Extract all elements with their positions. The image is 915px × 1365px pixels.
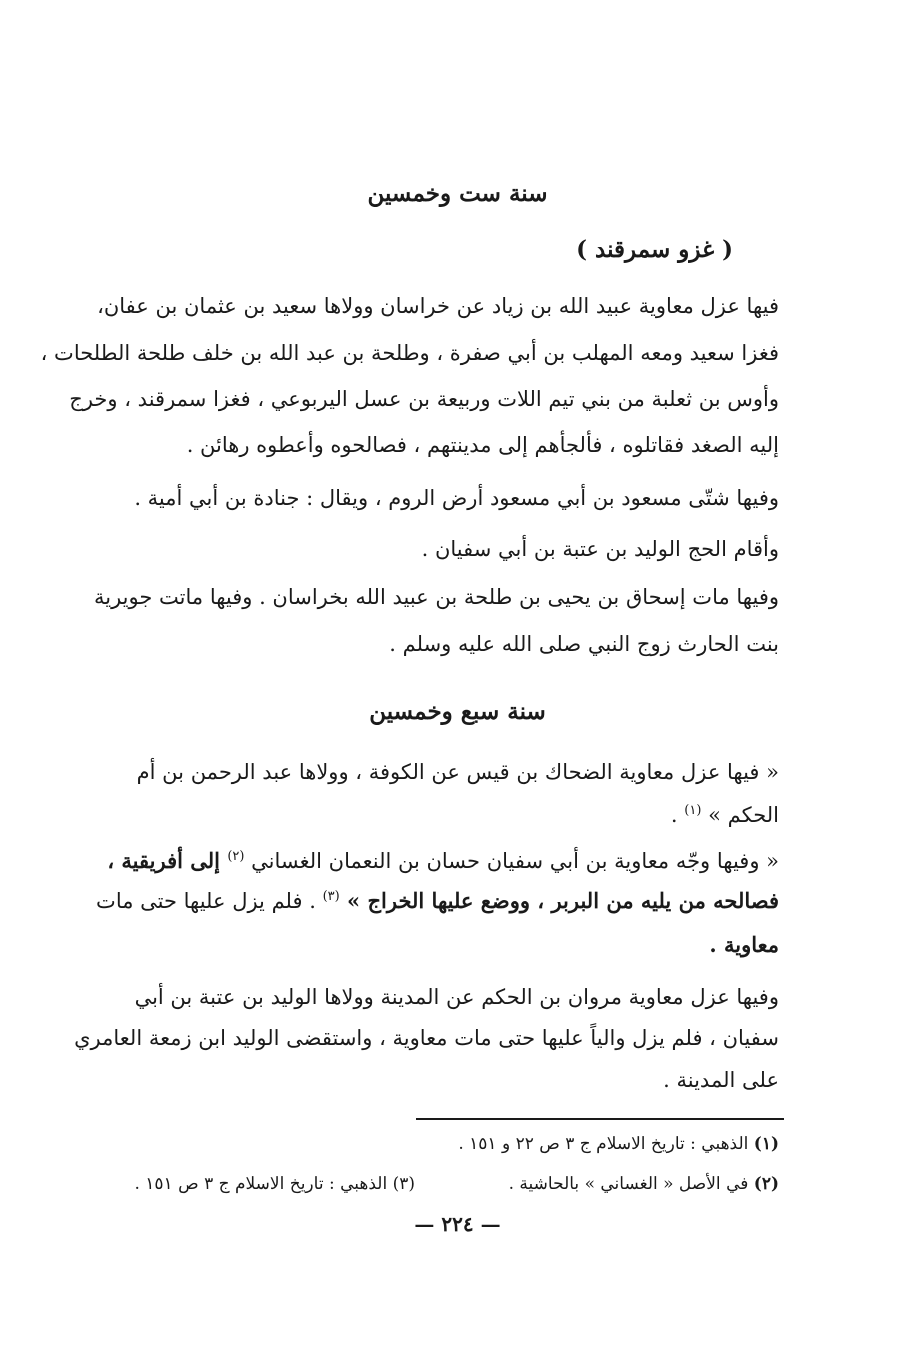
para4-line2-text: الحكم » bbox=[708, 803, 779, 827]
footnote-1-number: (١) bbox=[753, 1134, 779, 1154]
footnote-ref-1: (١) bbox=[684, 803, 702, 818]
para3-line1: وفيها مات إسحاق بن يحيى بن طلحة بن عبيد الله بخراسان . وفيها ماتت جويرية bbox=[93, 585, 779, 609]
para2-line2: وأقام الحج الوليد بن عتبة بن أبي سفيان . bbox=[421, 537, 779, 561]
footnote-3-text: الذهبي : تاريخ الاسلام ج ٣ ص ١٥١ . bbox=[134, 1174, 393, 1194]
para1-line2: فغزا سعيد ومعه المهلب بن أبي صفرة ، وطلحة بن عبد الله بن خلف طلحة الطلحات ، bbox=[40, 341, 779, 365]
para4-line1: « فيها عزل معاوية الضحاك بن قيس عن الكوفة ، وولاها عبد الرحمن بن أم bbox=[136, 760, 779, 784]
para4-line2-end: . bbox=[670, 803, 685, 827]
para5-line3: معاوية . bbox=[709, 932, 779, 957]
footnote-2-text: في الأصل « الغساني » بالحاشية . bbox=[508, 1174, 754, 1194]
footnote-1 bbox=[458, 1134, 779, 1154]
footnote-2 bbox=[509, 1174, 779, 1194]
para6-line2: سفيان ، فلم يزل والياً عليها حتى مات معاوية ، واستقضى الوليد ابن زمعة العامري bbox=[74, 1026, 779, 1050]
footnote-ref-3: (٣) bbox=[322, 889, 340, 904]
para5-line1-a: « وفيها وجّه معاوية بن أبي سفيان حسان بن النعمان الغساني bbox=[244, 849, 779, 873]
para1-line3: وأوس بن ثعلبة من بني تيم اللات وربيعة بن عسل اليربوعي ، فغزا سمرقند ، وخرج bbox=[69, 387, 779, 411]
para3-line2: بنت الحارث زوج النبي صلى الله عليه وسلم . bbox=[389, 632, 779, 656]
year-56-heading: سنة ست وخمسين bbox=[367, 180, 548, 207]
para5-line2 bbox=[96, 886, 779, 916]
para6-line3: على المدينة . bbox=[663, 1068, 779, 1092]
para2-line1: وفيها شتّى مسعود بن أبي مسعود أرض الروم ، ويقال : جنادة بن أبي أمية . bbox=[134, 486, 779, 510]
para6-line1: وفيها عزل معاوية مروان بن الحكم عن المدينة وولاها الوليد بن عتبة بن أبي bbox=[134, 985, 779, 1009]
footnote-3 bbox=[134, 1174, 415, 1194]
para5-line2-b: . فلم يزل عليها حتى مات bbox=[96, 889, 323, 913]
samarkand-raid-subheading: ( غزو سمرقند ) bbox=[576, 236, 733, 263]
para5-line2-a: فصالحه من يليه من البربر ، ووضع عليها الخراج » bbox=[339, 888, 779, 913]
para1-line4: إليه الصغد فقاتلوه ، فألجأهم إلى مدينتهم ، فصالحوه وأعطوه رهائن . bbox=[186, 433, 779, 457]
footnote-1-text: الذهبي : تاريخ الاسلام ج ٣ ص ٢٢ و ١٥١ . bbox=[458, 1134, 754, 1154]
year-57-heading: سنة سبع وخمسين bbox=[369, 698, 546, 725]
page-number: — ٢٢٤ — bbox=[414, 1212, 501, 1236]
para4-line2 bbox=[134, 800, 779, 830]
footnote-ref-2: (٢) bbox=[227, 849, 245, 864]
para5-line1-b: إلى أفريقية ، bbox=[107, 848, 228, 873]
footnote-3-number: (٣) bbox=[392, 1174, 415, 1194]
footnote-2-number: (٢) bbox=[753, 1174, 779, 1194]
footnote-separator bbox=[416, 1118, 784, 1120]
para5-line1 bbox=[107, 846, 779, 876]
para1-line1: فيها عزل معاوية عبيد الله بن زياد عن خراسان وولاها سعيد بن عثمان بن عفان، bbox=[97, 294, 779, 318]
